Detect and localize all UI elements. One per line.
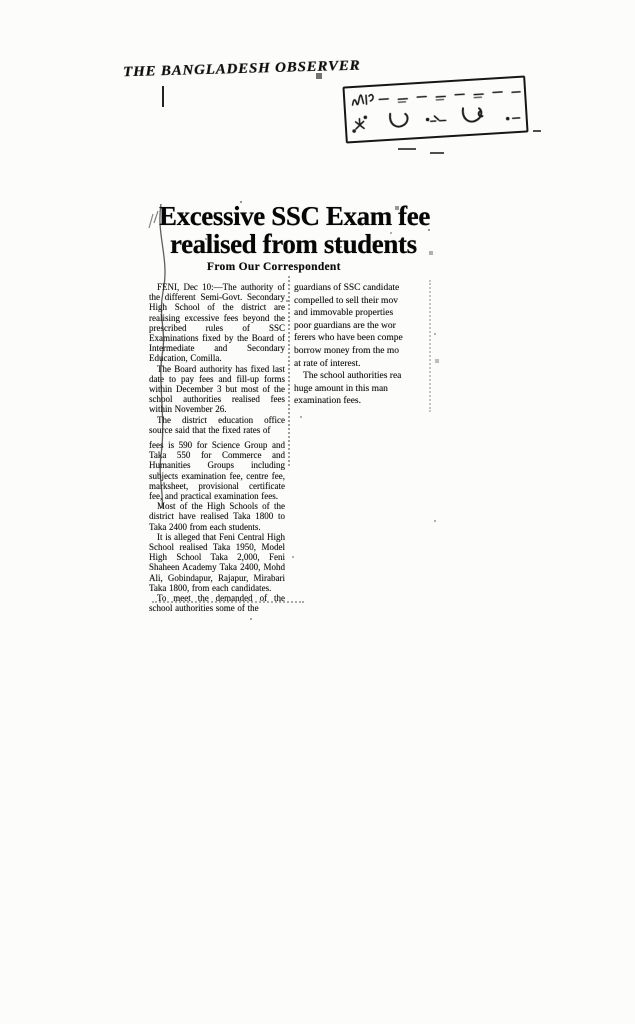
handwritten-date-stamp-box	[342, 75, 528, 143]
body-line: guardians of SSC candidate	[294, 283, 400, 293]
body-paragraph: It is alleged that Feni Central High School realised Taka 1950, Model High School Taka 2,000, Feni Shaheen Academy Taka 2400, Mohd Ali, Gobindapur, Rajapur, Mirabari Taka 1800, from each candidates.	[149, 531, 285, 593]
torn-bottom-edge	[152, 601, 304, 603]
body-paragraph: Most of the High Schools of the district have realised Taka 1800 to Taka 2400 from each students.	[149, 501, 285, 532]
article-headline	[149, 202, 435, 258]
headline-line-2: realised from students	[170, 229, 417, 259]
body-line: poor guardians are the wor	[294, 320, 396, 331]
scan-noise	[0, 0, 2, 2]
body-paragraph: fees is 590 for Science Group and Taka 550 for Commerce and Humanities Groups including subjects examination fee, centre fee, marksheet, provisional certificate fee, and practical examination fees.	[149, 440, 285, 502]
column-divider-dots	[288, 276, 290, 466]
headline-line-1: Excessive SSC Exam fee	[159, 202, 430, 231]
body-line: at rate of interest.	[294, 358, 361, 369]
right-column	[294, 282, 425, 614]
body-line: huge amount in this man	[294, 383, 388, 394]
body-line: ferers who have been compe	[294, 333, 403, 344]
newspaper-masthead: THE BANGLADESH OBSERVER	[122, 57, 361, 81]
body-line: The school authorities rea	[303, 371, 402, 382]
pen-tick-mark	[162, 86, 164, 107]
left-column	[149, 282, 285, 614]
body-line: examination fees.	[294, 396, 362, 407]
torn-right-edge	[429, 280, 431, 412]
newspaper-clipping	[149, 202, 435, 650]
article-byline: From Our Correspondent	[207, 261, 341, 273]
body-paragraph: To meet the demanded of the school authorities some of the	[149, 593, 285, 614]
body-paragraph: The Board authority has fixed last date to pay fees and fill-up forms within December 3 but most of the school authorities realised fees within November 26.	[149, 363, 285, 415]
body-paragraph: The district education office source said that the fixed rates of	[149, 414, 285, 435]
handwriting-scribble-icon	[345, 78, 527, 142]
body-paragraph: FENI, Dec 10:—The authority of the different Semi-Govt. Secondary High School of the district are realising excessive fees beyond the prescribed rules of SSC Examinations fixed by the Board of Intermediate and Secondary Education, Comilla.	[149, 282, 285, 364]
body-line: borrow money from the mo	[294, 345, 400, 356]
body-line: compelled to sell their mov	[294, 295, 398, 306]
body-line: and immovable properties	[294, 308, 394, 319]
body-columns	[149, 282, 435, 614]
